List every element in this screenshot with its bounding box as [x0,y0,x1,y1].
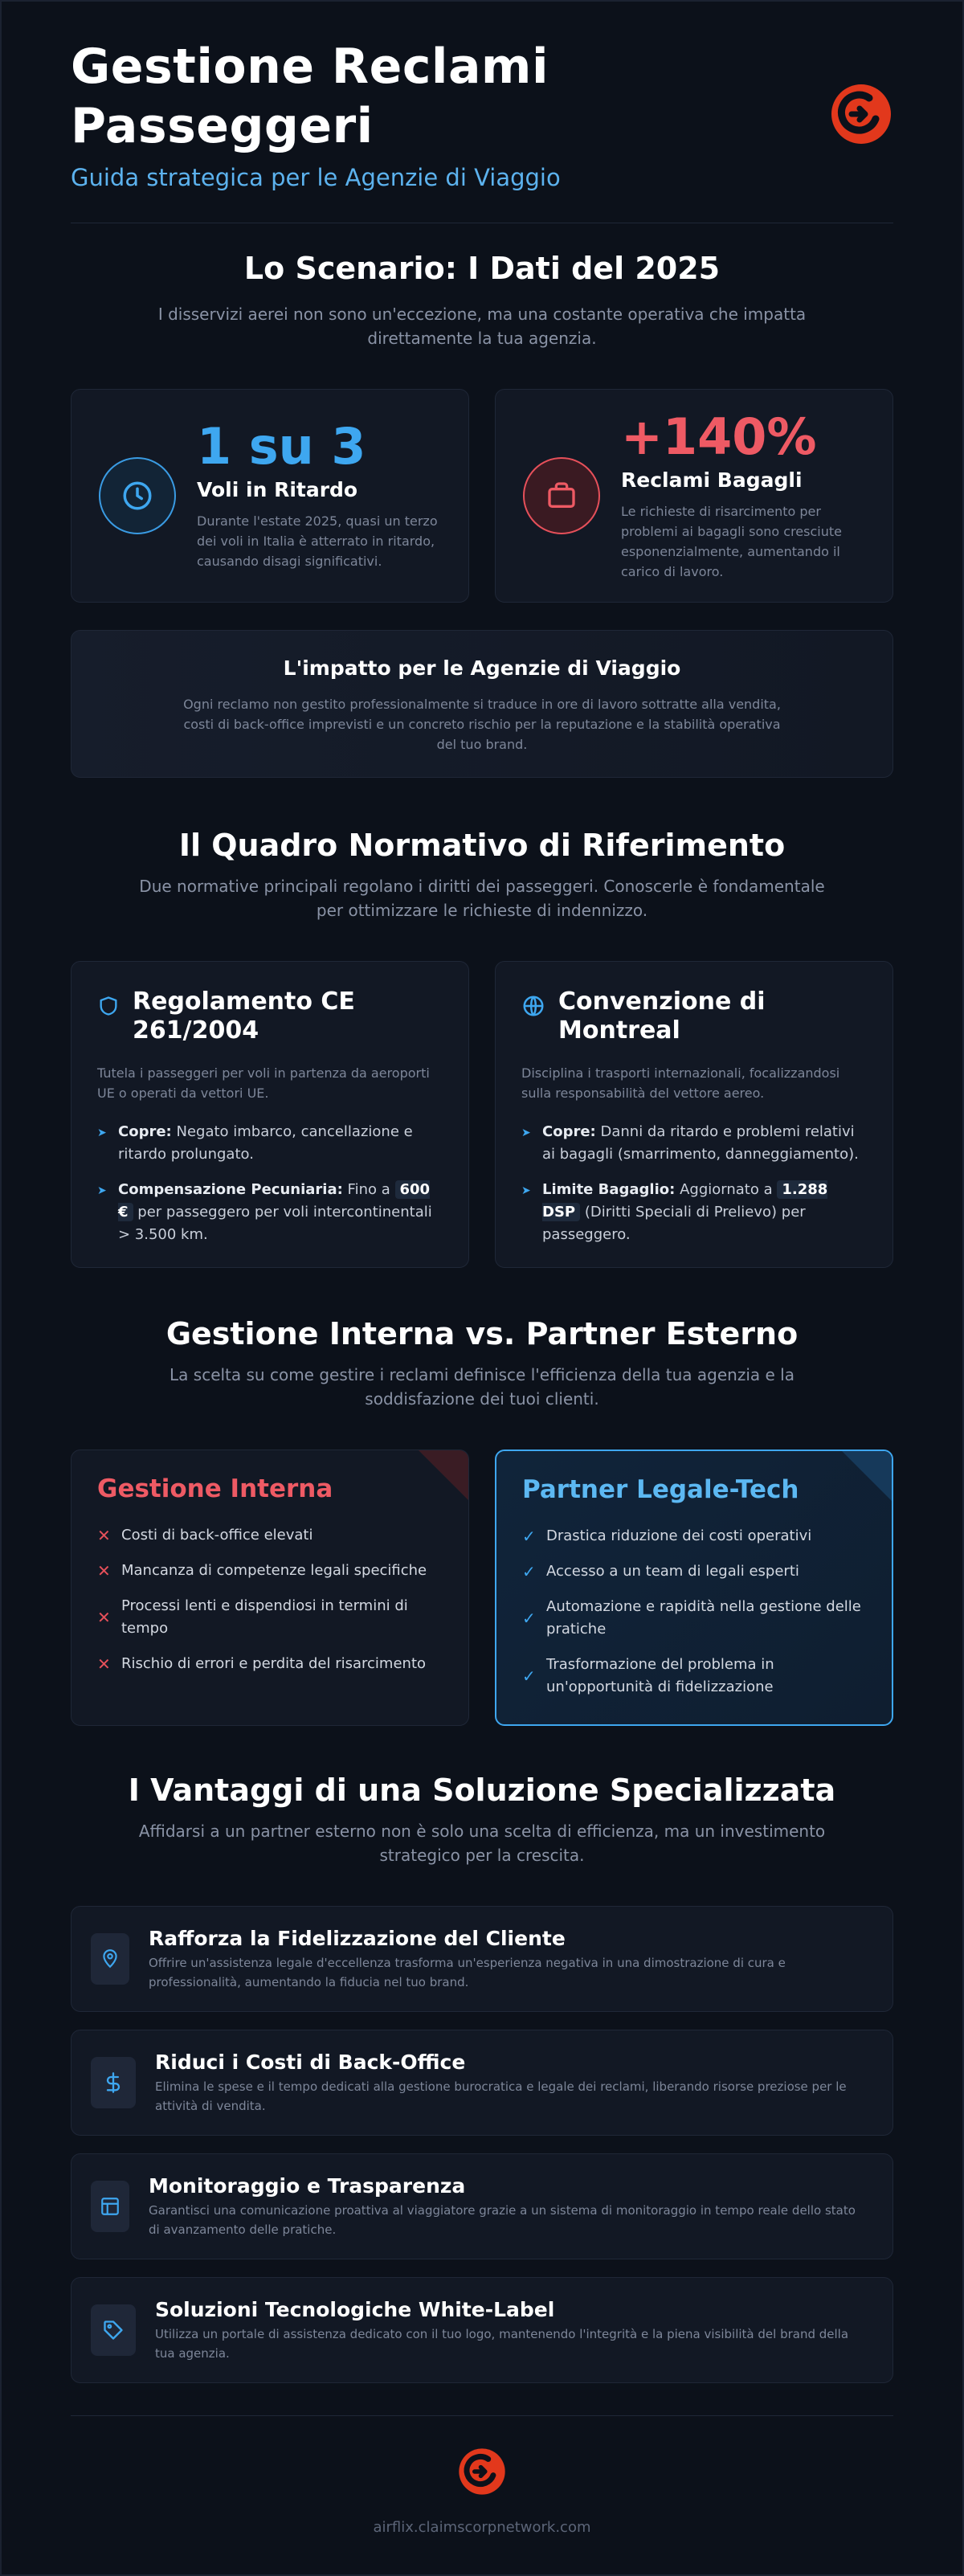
norm-description: Disciplina i trasporti internazionali, focalizzandosi sulla responsabilità del vettore aereo. [521,1065,840,1101]
close-icon: ✕ [97,1526,111,1545]
item-label: Compensazione Pecuniaria: [118,1181,343,1198]
item-text: Processi lenti e dispendiosi in termini di tempo [121,1597,408,1637]
check-icon: ✓ [522,1527,536,1546]
page-title: Gestione Reclami Passeggeri [71,39,549,154]
briefcase-icon [545,480,578,512]
item-text: Mancanza di competenze legali specifiche [121,1562,427,1579]
benefit-card [71,2153,893,2259]
arrow-icon: ➤ [97,1126,107,1139]
tag-icon [102,2319,125,2341]
stat-label: Reclami Bagagli [621,468,803,492]
item-label: Copre: [118,1123,172,1140]
scenario-section [71,251,893,778]
norm-description: Tutela i passeggeri per voli in partenza da aeroporti UE o operati da vettori UE. [97,1065,430,1101]
header [71,2,893,223]
benefit-text: Garantisci una comunicazione proattiva al viaggiatore grazie a un sistema di monitoraggio in tempo reale dello stato di avanzamento delle pratiche. [149,2202,856,2237]
scenario-description: I disservizi aerei non sono un'eccezione, ma una costante operativa che impatta direttamente la tua agenzia. [157,305,807,348]
stat-label: Voli in Ritardo [197,478,358,501]
benefit-title: Soluzioni Tecnologiche White-Label [155,2297,555,2321]
list-item [522,1654,866,1699]
item-text-after: per passeggero per voli intercontinentali > 3.500 km. [118,1204,432,1243]
corner-decoration [419,1450,468,1500]
list-item [97,1595,443,1640]
norms-title: Il Quadro Normativo di Riferimento [178,828,786,863]
brand-logo-icon [829,82,893,146]
arrow-icon: ➤ [97,1184,107,1197]
stat-value: +140% [621,407,817,466]
value-pill: 1.288 DSP [542,1181,828,1221]
benefit-title: Riduci i Costi di Back-Office [155,2050,466,2074]
list-item [97,1179,443,1246]
item-text: Aggiornato a [680,1181,773,1198]
stat-text: Le richieste di risarcimento per problemi ai bagagli sono cresciute esponenzialmente, aumentando il carico di lavoro. [621,503,842,579]
benefits-description: Affidarsi a un partner esterno non è solo una scelta di efficienza, ma un investimento strategico per la crescita. [138,1822,826,1865]
impact-title: L'impatto per le Agenzie di Viaggio [283,656,681,680]
internal-title: Gestione Interna [97,1474,333,1503]
close-icon: ✕ [97,1561,111,1580]
list-item [97,1653,443,1675]
check-icon: ✓ [522,1666,536,1686]
item-text: Automazione e rapidità nella gestione delle pratiche [546,1598,861,1638]
norms-section [71,828,893,1268]
brand-logo-icon [457,2447,507,2496]
list-item [522,1525,866,1548]
compare-section [71,1316,893,1726]
page-subtitle: Guida strategica per le Agenzie di Viaggio [71,164,561,191]
impact-text: Ogni reclamo non gestito professionalmente si traduce in ore di lavoro sottratte alla vendita, costi di back-office imprevisti e un concreto rischio per la reputazione e la stabilità operativa del tuo brand. [183,697,781,752]
benefits-title: I Vantaggi di una Soluzione Specializzata [128,1773,836,1808]
check-icon: ✓ [522,1562,536,1581]
clock-icon [120,479,154,513]
item-text: Trasformazione del problema in un'opportunità di fidelizzazione [546,1656,774,1695]
close-icon: ✕ [97,1654,111,1674]
benefit-title: Rafforza la Fidelizzazione del Cliente [149,1926,566,1950]
item-label: Copre: [542,1123,596,1140]
stat-value: 1 su 3 [197,417,366,476]
stat-card-baggage [495,389,893,603]
list-item [522,1560,866,1583]
corner-decoration [842,1451,892,1501]
footer [71,2415,893,2536]
list-item [521,1121,867,1166]
item-text: Danni da ritardo e problemi relativi ai bagagli (smarrimento, danneggiamento). [542,1123,859,1163]
norm-title: Regolamento CE 261/2004 [133,987,355,1045]
list-item [97,1560,443,1582]
compare-title: Gestione Interna vs. Partner Esterno [165,1316,799,1351]
layout-icon [100,2196,120,2217]
stat-text: Durante l'estate 2025, quasi un terzo dei voli in Italia è atterrato in ritardo, causando disagi significativi. [197,513,438,569]
list-item [521,1179,867,1246]
scenario-title: Lo Scenario: I Dati del 2025 [243,251,721,286]
check-icon: ✓ [522,1609,536,1628]
benefit-text: Elimina le spese e il tempo dedicati alla gestione burocratica e legale dei reclami, liberando risorse preziose per le attività di vendita. [155,2079,847,2113]
arrow-icon: ➤ [521,1126,531,1139]
item-text: Fino a [347,1181,390,1198]
footer-url-link[interactable]: airflix.claimscorpnetwork.com [373,2519,591,2536]
benefit-text: Utilizza un portale di assistenza dedicato con il tuo logo, mantenendo l'integrità e la piena visibilità del brand della tua agenzia. [155,2326,849,2361]
location-pin-icon [100,1948,120,1969]
item-text-after: (Diritti Speciali di Prelievo) per passeggero. [542,1204,806,1243]
benefit-title: Monitoraggio e Trasparenza [149,2173,466,2198]
internal-management-card [71,1450,469,1726]
compare-description: La scelta su come gestire i reclami definisce l'efficienza della tua agenzia e la soddisfazione dei tuoi clienti. [170,1365,794,1409]
benefit-card [71,1906,893,2012]
close-icon: ✕ [97,1608,111,1627]
shield-icon [97,994,120,1018]
list-item [97,1524,443,1547]
item-text: Drastica riduzione dei costi operativi [546,1527,812,1544]
impact-card [71,630,893,778]
benefit-text: Offrire un'assistenza legale d'eccellenza trasforma un'esperienza negativa in una dimostrazione di cura e professionalità, aumentando la fiducia nel tuo brand. [149,1955,786,1989]
value-pill: 600 € [118,1181,431,1221]
benefit-card [71,2030,893,2136]
norm-card-montreal [495,961,893,1268]
list-item [522,1596,866,1641]
globe-icon [521,994,545,1018]
dollar-icon [102,2071,125,2094]
item-text: Accesso a un team di legali esperti [546,1563,799,1580]
item-text: Negato imbarco, cancellazione e ritardo prolungato. [118,1123,413,1163]
item-label: Limite Bagaglio: [542,1181,676,1198]
list-item [97,1121,443,1166]
benefit-card [71,2277,893,2383]
item-text: Costi di back-office elevati [121,1527,313,1544]
partner-card [495,1450,893,1726]
norm-card-ce261 [71,961,469,1268]
arrow-icon: ➤ [521,1184,531,1197]
norms-description: Due normative principali regolano i diritti dei passeggeri. Conoscerle è fondamentale per ottimizzare le richieste di indennizzo. [139,877,825,920]
stat-card-delays [71,389,469,603]
partner-title: Partner Legale-Tech [522,1475,799,1504]
item-text: Rischio di errori e perdita del risarcimento [121,1655,427,1672]
norm-title: Convenzione di Montreal [558,987,766,1045]
benefits-section [71,1773,893,2383]
